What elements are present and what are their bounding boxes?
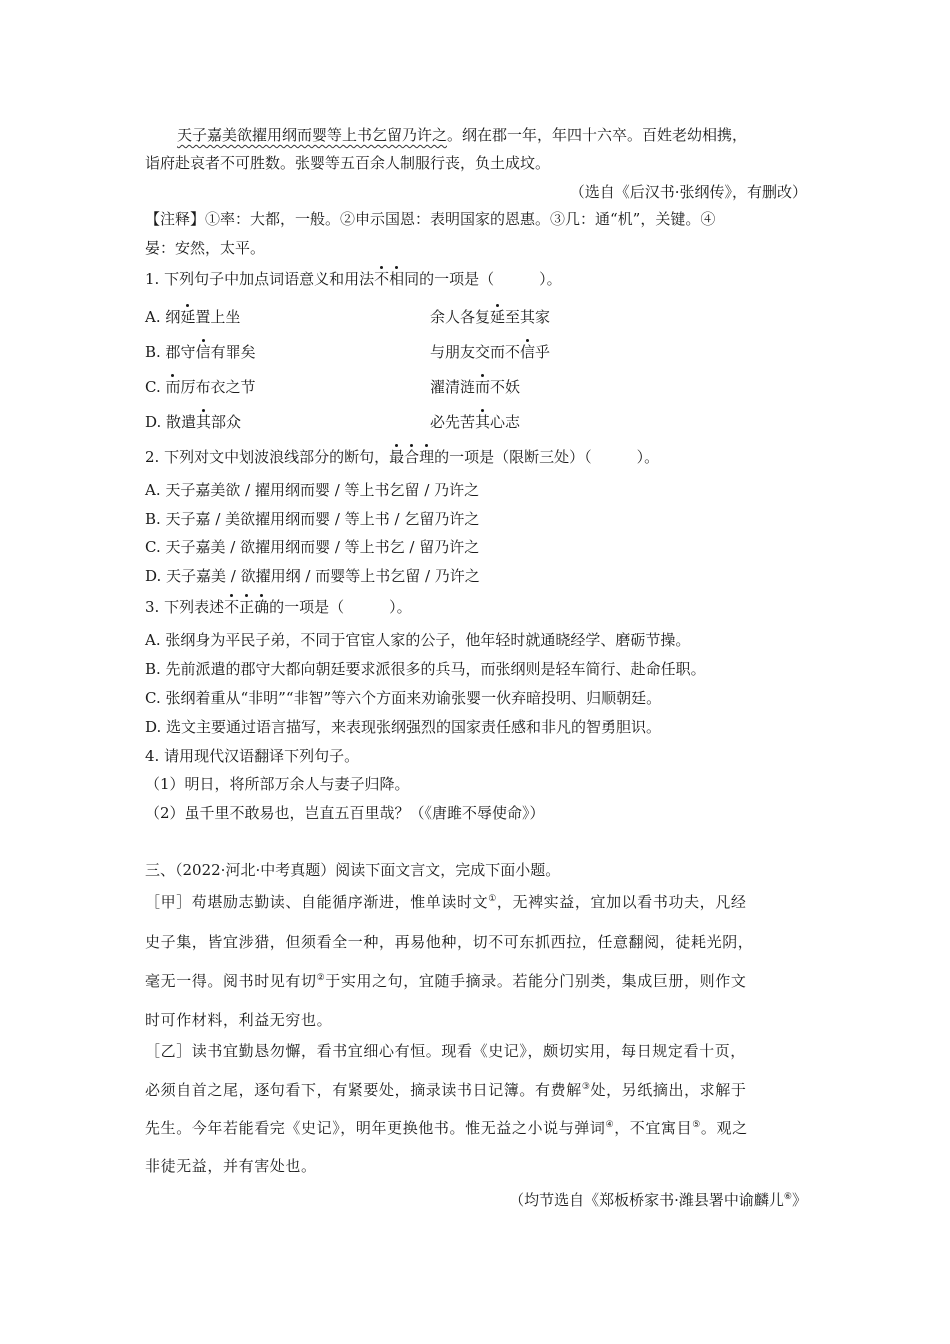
question-3-option-c: C. 张纲着重从“非明”“非智”等六个方面来劝谕张婴一伙弃暗投明、归顺朝廷。 bbox=[145, 689, 662, 707]
emphasis-dot-char: 而 bbox=[165, 378, 181, 396]
passage-yi-line-3: 先生。今年若能看完《史记》，明年更换他书。惟无益之小说与弹词④，不宜寓目⑤。观之 bbox=[145, 1119, 748, 1137]
passage-yi-line-4: 非徒无益，并有害处也。 bbox=[145, 1157, 317, 1175]
passage-line-1: 天子嘉美欲擢用纲而婴等上书乞留乃许之。纲在郡一年，年四十六卒。百姓老幼相携， bbox=[177, 126, 748, 144]
passage-yi-line-1: ［乙］读书宜勤恳勿懈，看书宜细心有恒。现看《史记》，颇切实用，每日规定看十页， bbox=[145, 1042, 746, 1060]
emphasis-dot-char: 正 bbox=[239, 598, 255, 616]
section-3-source: （均节选自《郑板桥家书·潍县署中谕麟儿⑥》 bbox=[509, 1191, 807, 1209]
passage-jia-line-4: 时可作材料，利益无穷也。 bbox=[145, 1011, 333, 1029]
question-3-option-a: A. 张纲身为平民子弟，不同于官宦人家的公子，他年轻时就通晓经学、磨砺节操。 bbox=[145, 631, 691, 649]
wavy-underlined-sentence: 天子嘉美欲擢用纲而婴等上书乞留乃许之 bbox=[177, 126, 448, 144]
footnote-mark: ④ bbox=[605, 1120, 615, 1130]
emphasis-dot-char: 不 bbox=[224, 598, 240, 616]
emphasis-dot-char: 相 bbox=[389, 270, 405, 288]
emphasis-dot-char: 不 bbox=[374, 270, 390, 288]
passage-source: （选自《后汉书·张纲传》，有删改） bbox=[569, 183, 807, 201]
question-1-option-d: D. 散遣其部众 必先苦其心志 bbox=[145, 413, 521, 431]
emphasis-dot-char: 信 bbox=[195, 343, 211, 361]
emphasis-dot-char: 其 bbox=[196, 413, 212, 431]
passage-jia-line-1: ［甲］苟堪励志勤读、自能循序渐进，惟单读时文①，无裨实益，宜加以看书功夫，凡经 bbox=[145, 893, 747, 911]
question-2-stem: 2. 下列对文中划波浪线部分的断句，最合理的一项是（限断三处）（ ）。 bbox=[145, 448, 660, 466]
footnote-mark: ① bbox=[488, 894, 497, 904]
footnote-mark: ③ bbox=[581, 1082, 591, 1092]
question-1-option-c: C. 而厉布衣之节 濯清涟而不妖 bbox=[145, 378, 521, 396]
footnote-mark: ⑥ bbox=[783, 1192, 792, 1202]
emphasis-dot-char: 最 bbox=[389, 448, 405, 466]
question-4-sentence-2: （2）虽千里不敢易也，岂直五百里哉？（《唐雎不辱使命》） bbox=[145, 804, 545, 822]
emphasis-dot-char: 其 bbox=[475, 413, 491, 431]
annotation-line-2: 晏：安然，太平。 bbox=[145, 239, 266, 257]
question-3-option-d: D. 选文主要通过语言描写，来表现张纲强烈的国家责任感和非凡的智勇胆识。 bbox=[145, 718, 662, 736]
question-2-option-c: C. 天子嘉美 / 欲擢用纲而婴 / 等上书乞 / 留乃许之 bbox=[145, 538, 480, 556]
footnote-mark: ② bbox=[316, 973, 326, 983]
question-1-option-b: B. 郡守信有罪矣 与朋友交而不信乎 bbox=[145, 343, 551, 361]
passage-jia-line-2: 史子集，皆宜涉猎，但须看全一种，再易他种，切不可东抓西拉，任意翻阅，徒耗光阴， bbox=[145, 933, 754, 951]
question-1-stem: 1. 下列句子中加点词语意义和用法不相同的一项是（ ）。 bbox=[145, 270, 562, 288]
emphasis-dot-char: 合 bbox=[404, 448, 420, 466]
question-1-option-a: A. 纲延置上坐 余人各复延至其家 bbox=[145, 308, 551, 326]
annotation-line-1: 【注释】①率：大都，一般。②申示国恩：表明国家的恩惠。③几：通“机”，关键。④ bbox=[145, 210, 716, 228]
question-3-option-b: B. 先前派遣的郡守大都向朝廷要求派很多的兵马，而张纲则是轻车简行、赴命任职。 bbox=[145, 660, 706, 678]
passage-line-2: 诣府赴哀者不可胜数。张婴等五百余人制服行丧，负土成坟。 bbox=[145, 154, 551, 172]
emphasis-dot-char: 延 bbox=[180, 308, 196, 326]
question-4-stem: 4. 请用现代汉语翻译下列句子。 bbox=[145, 747, 360, 765]
question-4-sentence-1: （1）明日，将所部万余人与妻子归降。 bbox=[145, 775, 410, 793]
emphasis-dot-char: 信 bbox=[520, 343, 536, 361]
passage-jia-line-3: 毫无一得。阅书时见有切②于实用之句，宜随手摘录。若能分门别类，集成巨册，则作文 bbox=[145, 972, 747, 990]
emphasis-dot-char: 而 bbox=[475, 378, 491, 396]
question-2-option-d: D. 天子嘉美 / 欲擢用纲 / 而婴等上书乞留 / 乃许之 bbox=[145, 567, 480, 585]
emphasis-dot-char: 确 bbox=[254, 598, 270, 616]
footnote-mark: ⑤ bbox=[692, 1120, 701, 1130]
question-2-option-a: A. 天子嘉美欲 / 擢用纲而婴 / 等上书乞留 / 乃许之 bbox=[145, 481, 480, 499]
question-2-option-b: B. 天子嘉 / 美欲擢用纲而婴 / 等上书 / 乞留乃许之 bbox=[145, 510, 480, 528]
passage-yi-line-2: 必须自首之尾，逐句看下，有紧要处，摘录读书日记簿。有费解③处，另纸摘出，求解于 bbox=[145, 1081, 747, 1099]
emphasis-dot-char: 理 bbox=[419, 448, 435, 466]
section-3-heading: 三、（2022·河北·中考真题）阅读下面文言文，完成下面小题。 bbox=[145, 861, 561, 879]
emphasis-dot-char: 延 bbox=[490, 308, 506, 326]
question-3-stem: 3. 下列表述不正确的一项是（ ）。 bbox=[145, 598, 412, 616]
